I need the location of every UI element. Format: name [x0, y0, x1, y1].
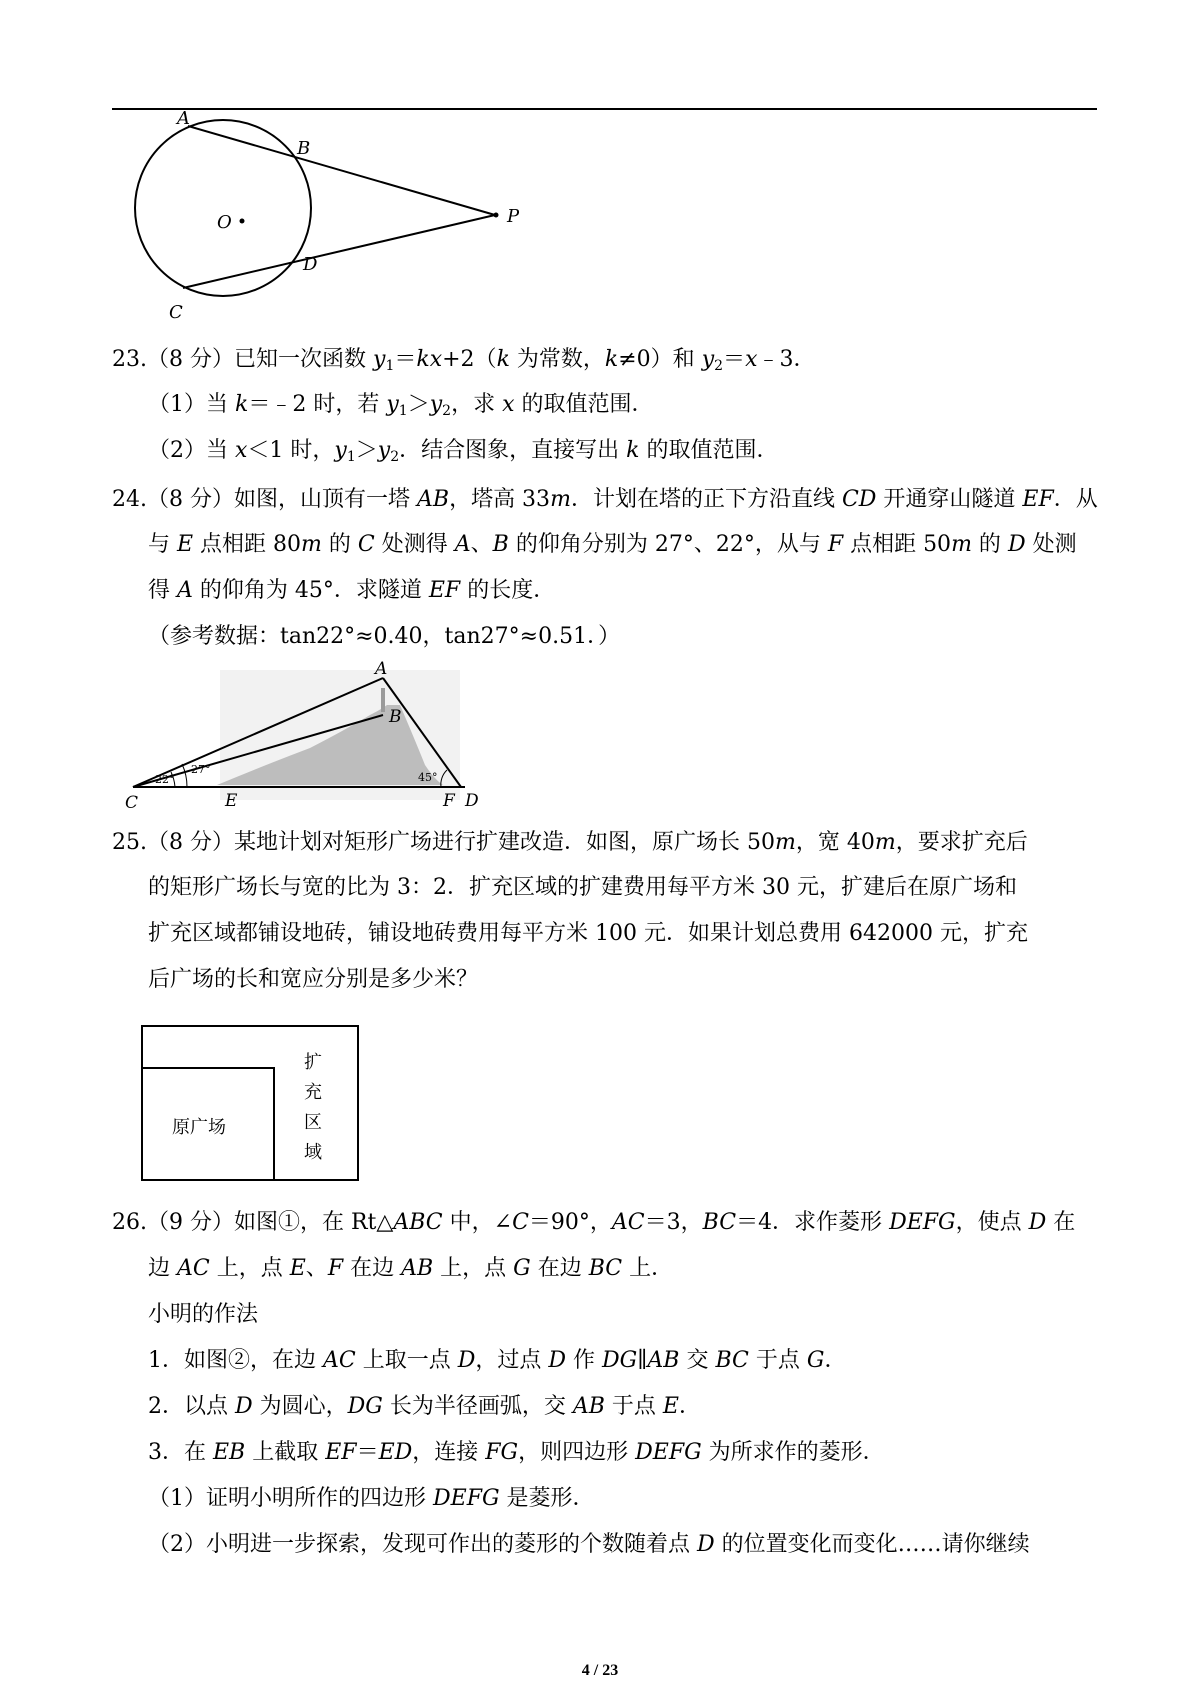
- label-A: A: [177, 110, 190, 129]
- q26-part1: （1）证明小明所作的四边形 DEFG 是菱形．: [148, 1486, 595, 1511]
- q23-part1: （1）当 k＝﹣2 时，若 $y_1>y_2$，求 x 的取值范围．: [148, 392, 654, 419]
- q26-method-title: 小明的作法: [148, 1302, 259, 1327]
- q24-line2: 与 E 点相距 80m 的 C 处测得 A、B 的仰角分别为 27°、22°，从与 F 点相距 50m 的 D 处测: [148, 532, 1077, 557]
- circle-secant-figure: [125, 110, 525, 325]
- label-22deg: 22°: [155, 773, 175, 786]
- q23-stem: 23.（8 分）已知一次函数 $y_1=kx+2(k$ 为常数，k≠0）和 $y_2=x﹣3$．: [112, 347, 816, 374]
- label-45deg: 45°: [418, 771, 438, 784]
- mountain-tunnel-figure: [125, 660, 485, 810]
- q25-line3: 扩充区域都铺设地砖，铺设地砖费用每平方米 100 元．如果计划总费用 642000 元，扩充: [148, 921, 1028, 946]
- q25-line4: 后广场的长和宽应分别是多少米？: [148, 967, 479, 992]
- q26-step3: 3．在 EB 上截取 EF＝ED，连接 FG，则四边形 DEFG 为所求作的菱形．: [148, 1440, 885, 1465]
- q24-reference-data: （参考数据：tan22°≈0.40，tan27°≈0.51．）: [148, 624, 621, 649]
- label-E: E: [225, 791, 238, 810]
- label-F: F: [443, 791, 455, 810]
- q24-line1: 24.（8 分）如图，山顶有一塔 AB，塔高 33m．计划在塔的正下方沿直线 CD 开通穿山隧道 EF．从: [112, 487, 1098, 512]
- q26-step1: 1．如图②，在边 AC 上取一点 D，过点 D 作 DG∥AB 交 BC 于点 G．: [148, 1348, 847, 1373]
- q24-line3: 得 A 的仰角为 45°．求隧道 EF 的长度．: [148, 578, 556, 603]
- label-A: A: [375, 660, 388, 679]
- q26-step2: 2．以点 D 为圆心，DG 长为半径画弧，交 AB 于点 E．: [148, 1394, 701, 1419]
- expansion-char-3: 区: [304, 1112, 322, 1133]
- label-D: D: [303, 254, 318, 275]
- expansion-char-2: 充: [304, 1082, 322, 1103]
- expansion-char-1: 扩: [304, 1052, 322, 1073]
- label-C: C: [169, 302, 183, 323]
- q26-line2: 边 AC 上，点 E、F 在边 AB 上，点 G 在边 BC 上．: [148, 1256, 674, 1281]
- label-B: B: [389, 707, 402, 727]
- label-B: B: [297, 138, 311, 159]
- plaza-expansion-figure: [140, 1024, 362, 1184]
- label-P: P: [507, 206, 520, 227]
- page-number: 4 / 23: [581, 1662, 619, 1679]
- q26-part2: （2）小明进一步探索，发现可作出的菱形的个数随着点 D 的位置变化而变化……请你继续: [148, 1532, 1030, 1557]
- q25-line2: 的矩形广场长与宽的比为 3：2．扩充区域的扩建费用每平方米 30 元，扩建后在原广场和: [148, 875, 1017, 900]
- label-27deg: 27°: [191, 763, 211, 776]
- expansion-char-4: 域: [304, 1142, 322, 1163]
- q26-line1: 26.（9 分）如图①，在 Rt△ABC 中，∠C＝90°，AC＝3，BC＝4．求作菱形 DEFG，使点 D 在: [112, 1210, 1076, 1235]
- q25-line1: 25.（8 分）某地计划对矩形广场进行扩建改造．如图，原广场长 50m，宽 40m，要求扩充后: [112, 830, 1028, 855]
- q23-part2: （2）当 x＜1 时，$y_1>y_2$．结合图象，直接写出 k 的取值范围．: [148, 438, 779, 465]
- label-O: O: [217, 212, 232, 233]
- original-plaza-label: 原广场: [172, 1117, 226, 1138]
- label-D: D: [465, 791, 479, 810]
- label-C: C: [125, 793, 139, 810]
